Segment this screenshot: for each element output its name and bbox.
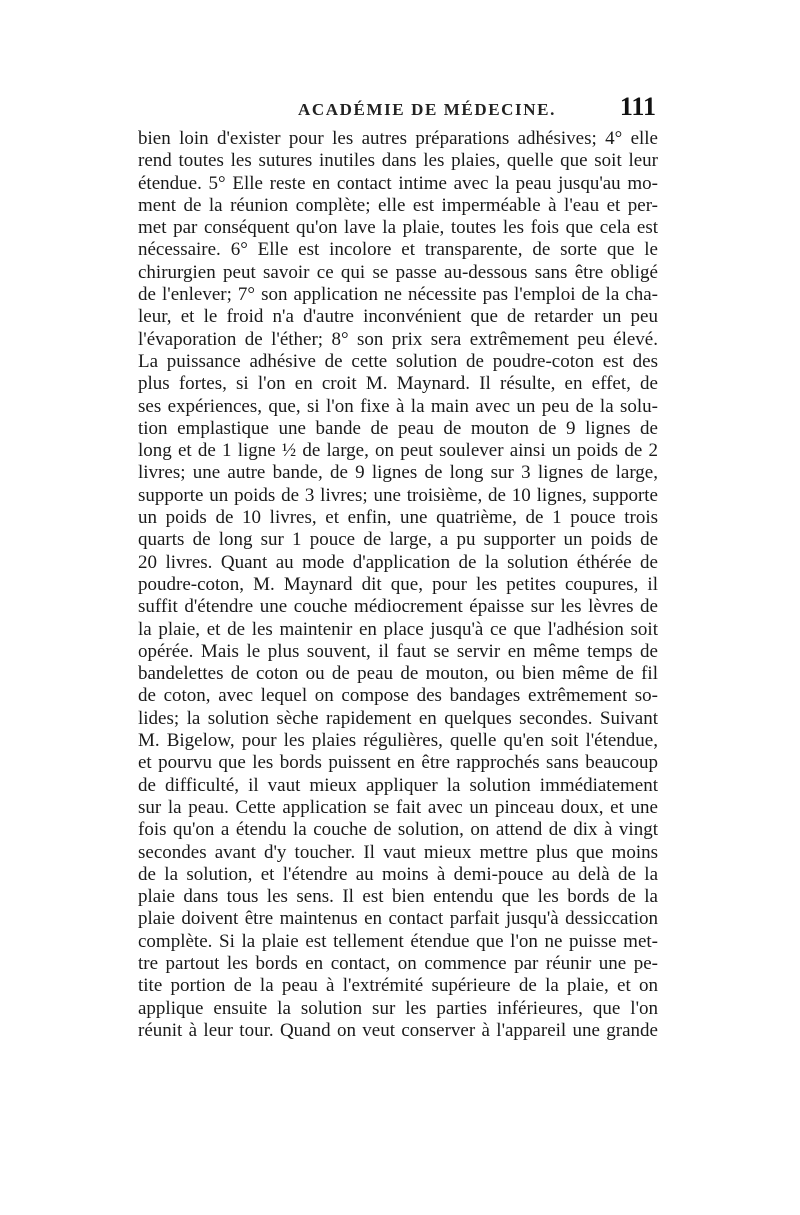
text-line: complète. Si la plaie est tellement étendue que l'on ne puisse met- [138, 930, 658, 952]
text-line: de coton, avec lequel on compose des bandages extrêmement so- [138, 685, 658, 707]
text-line: de la solution, et l'étendre au moins à demi-pouce au delà de la [138, 863, 658, 885]
text-line: de difficulté, il vaut mieux appliquer la solution immédiatement [138, 774, 658, 796]
text-line: et pourvu que les bords puissent en être rapprochés sans beaucoup [138, 752, 658, 774]
text-line: tion emplastique une bande de peau de mouton de 9 lignes de [138, 417, 658, 439]
text-line: suffit d'étendre une couche médiocrement épaisse sur les lèvres de [138, 596, 658, 618]
text-line: secondes avant d'y toucher. Il vaut mieux mettre plus que moins [138, 841, 658, 863]
text-line: un poids de 10 livres, et enfin, une quatrième, de 1 pouce trois [138, 507, 658, 529]
text-line: tre partout les bords en contact, on commence par réunir une pe- [138, 952, 658, 974]
text-line: réunit à leur tour. Quand on veut conserver à l'appareil une grande [138, 1019, 658, 1041]
text-line: M. Bigelow, pour les plaies régulières, quelle qu'en soit l'étendue, [138, 730, 658, 752]
text-line: plus fortes, si l'on en croit M. Maynard. Il résulte, en effet, de [138, 373, 658, 395]
text-line: bandelettes de coton ou de peau de mouton, ou bien même de fil [138, 663, 658, 685]
text-line: plaie dans tous les sens. Il est bien entendu que les bords de la [138, 886, 658, 908]
text-line: poudre-coton, M. Maynard dit que, pour les petites coupures, il [138, 573, 658, 595]
running-head [138, 92, 658, 122]
text-line: rend toutes les sutures inutiles dans les plaies, quelle que soit leur [138, 150, 658, 172]
text-line: applique ensuite la solution sur les parties inférieures, que l'on [138, 997, 658, 1019]
text-line: 20 livres. Quant au mode d'application de la solution éthérée de [138, 551, 658, 573]
text-line: sur la peau. Cette application se fait avec un pinceau doux, et une [138, 796, 658, 818]
text-line: long et de 1 ligne ½ de large, on peut soulever ainsi un poids de 2 [138, 440, 658, 462]
text-line: opérée. Mais le plus souvent, il faut se servir en même temps de [138, 640, 658, 662]
text-line: quarts de long sur 1 pouce de large, a pu supporter un poids de [138, 529, 658, 551]
text-line: l'évaporation de l'éther; 8° son prix sera extrêmement peu élevé. [138, 328, 658, 350]
body-text [138, 128, 658, 1042]
text-line: de l'enlever; 7° son application ne nécessite pas l'emploi de la cha- [138, 284, 658, 306]
text-line: chirurgien peut savoir ce qui se passe au-dessous sans être obligé [138, 261, 658, 283]
text-line: bien loin d'exister pour les autres préparations adhésives; 4° elle [138, 128, 658, 149]
text-line: fois qu'on a étendu la couche de solution, on attend de dix à vingt [138, 819, 658, 841]
text-line: tite portion de la peau à l'extrémité supérieure de la plaie, et on [138, 975, 658, 997]
running-title: ACADÉMIE DE MÉDECINE. [298, 100, 556, 119]
page-number: 111 [619, 92, 656, 121]
text-line: livres; une autre bande, de 9 lignes de long sur 3 lignes de large, [138, 462, 658, 484]
text-line: ses expériences, que, si l'on fixe à la main avec un peu de la solu- [138, 395, 658, 417]
text-line: ment de la réunion complète; elle est imperméable à l'eau et per- [138, 194, 658, 216]
text-line: la plaie, et de les maintenir en place jusqu'à ce que l'adhésion soit [138, 618, 658, 640]
text-line: met par conséquent qu'on lave la plaie, toutes les fois que cela est [138, 217, 658, 239]
text-line: étendue. 5° Elle reste en contact intime avec la peau jusqu'au mo- [138, 172, 658, 194]
text-line: supporte un poids de 3 livres; une troisième, de 10 lignes, supporte [138, 484, 658, 506]
text-line: plaie doivent être maintenus en contact parfait jusqu'à dessiccation [138, 908, 658, 930]
text-line: leur, et le froid n'a d'autre inconvénient que de retarder un peu [138, 306, 658, 328]
text-line: nécessaire. 6° Elle est incolore et transparente, de sorte que le [138, 239, 658, 261]
text-line: La puissance adhésive de cette solution de poudre-coton est des [138, 350, 658, 372]
text-line: lides; la solution sèche rapidement en quelques secondes. Suivant [138, 707, 658, 729]
